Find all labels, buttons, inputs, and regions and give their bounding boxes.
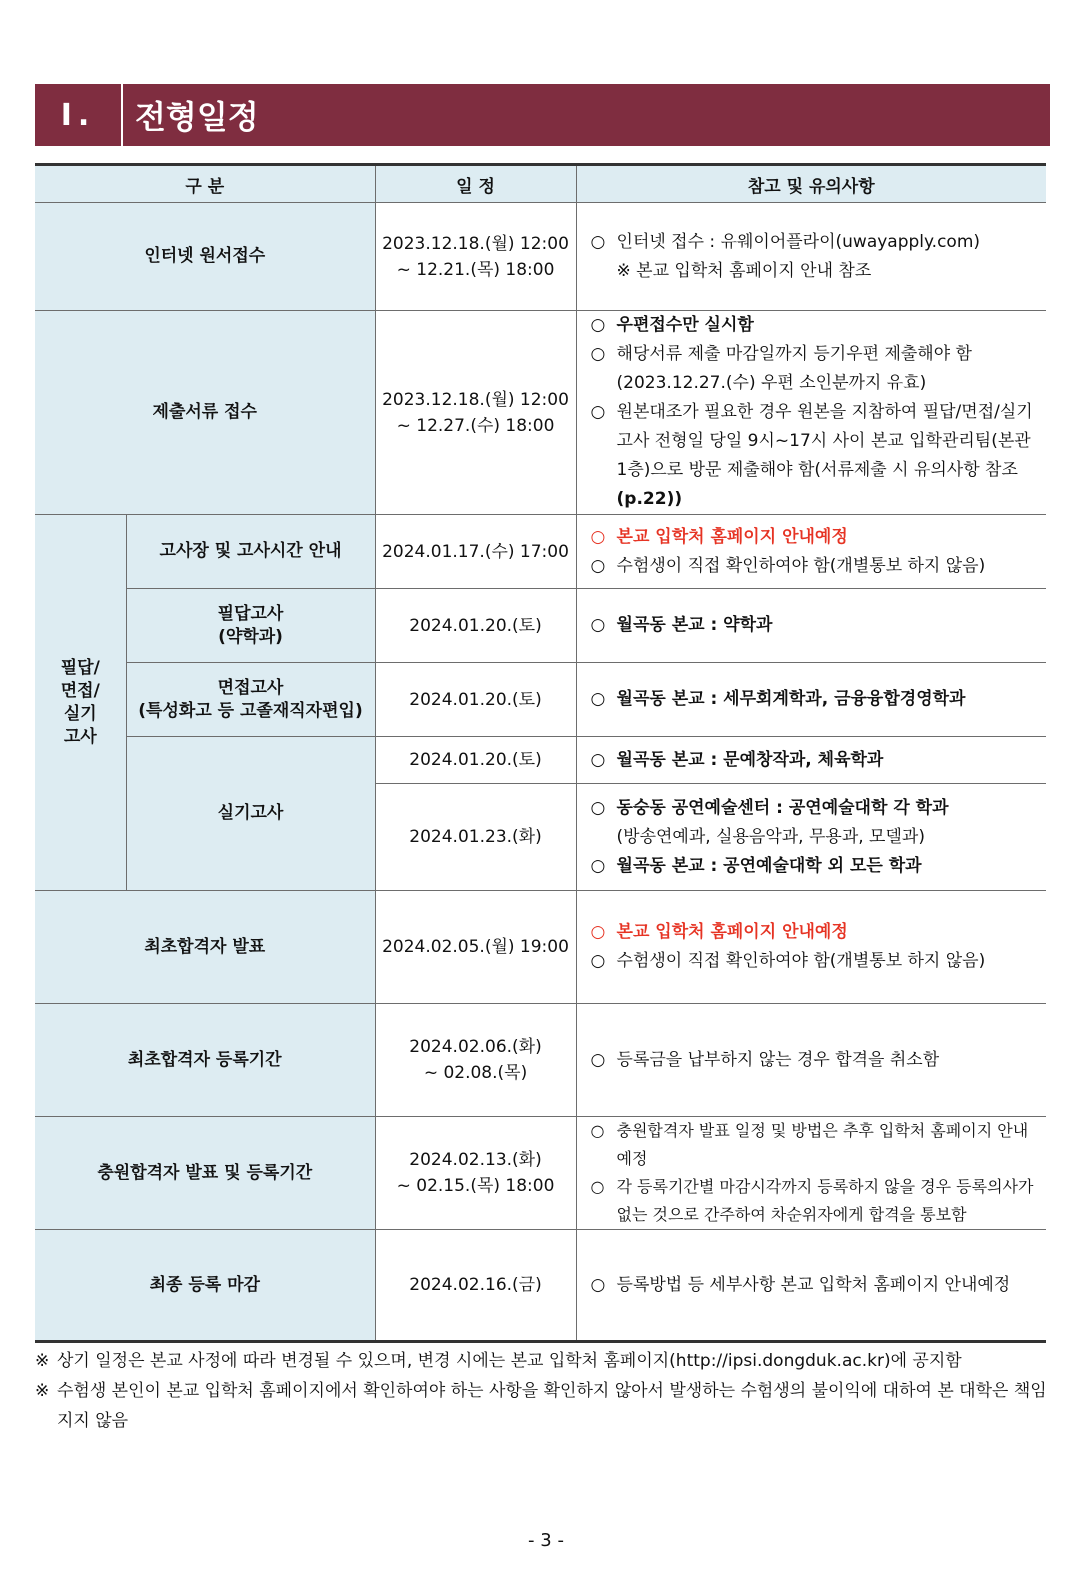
row-notes [576,1117,1046,1230]
note-item: ○ 월곡동 본교 : 문예창작과, 체육학과 [590,749,884,770]
note-item: ○ 우편접수만 실시함 [590,315,754,335]
note-item: 1층)으로 방문 제출해야 함(서류제출 시 유의사항 참조 [616,460,1018,480]
note-item: (2023.12.27.(수) 우편 소인분까지 유효) [616,373,927,393]
row-notes [576,784,1046,891]
row-date: 2024.01.20.(토) [375,663,576,737]
note-item: 없는 것으로 간주하여 차순위자에게 합격을 통보함 [616,1205,967,1224]
note-item: (방송연예과, 실용음악과, 무용과, 모델과) [616,826,925,847]
row-notes [576,1004,1046,1117]
row-notes [576,663,1046,737]
row-date: 2024.01.23.(화) [375,784,576,891]
note-item: ○ 등록방법 등 세부사항 본교 입학처 홈페이지 안내예정 [590,1274,1011,1295]
section-number: Ⅰ. [60,97,96,133]
note-item: ○ 등록금을 납부하지 않는 경우 합격을 취소함 [590,1049,940,1070]
row-category: 제출서류 접수 [35,311,375,515]
row-category: 면접고사 (특성화고 등 고졸재직자편입) [126,663,375,737]
row-category: 인터넷 원서접수 [35,203,375,311]
note-item: ○ 수험생이 직접 확인하여야 함(개별통보 하지 않음) [590,951,986,971]
row-notes [576,203,1046,311]
header-notes: 참고 및 유의사항 [576,165,1046,203]
table-header-row [35,165,1046,203]
row-notes [576,589,1046,663]
row-notes [576,891,1046,1004]
row-date: 2024.01.17.(수) 17:00 [375,515,576,589]
note-item: ○ 본교 입학처 홈페이지 안내예정 [590,922,848,942]
header-schedule: 일 정 [375,165,576,203]
note-item: 예정 [616,1149,648,1168]
note-item: ○ 원본대조가 필요한 경우 원본을 지참하여 필답/면접/실기 [590,402,1033,422]
header-category: 구 분 [35,165,375,203]
row-category: 충원합격자 발표 및 등록기간 [35,1117,375,1230]
row-date: 2024.02.06.(화) ~ 02.08.(목) [375,1004,576,1117]
row-category: 실기고사 [126,737,375,891]
schedule-table [35,163,1046,1343]
note-item: ○ 인터넷 접수 : 유웨이어플라이(uwayapply.com) [590,231,981,252]
row-category: 필답고사 (약학과) [126,589,375,663]
note-item: ○ 월곡동 본교 : 약학과 [590,615,773,635]
row-category: 고사장 및 고사시간 안내 [126,515,375,589]
note-item: ○ 월곡동 본교 : 세무회계학과, 금융융합경영학과 [590,689,966,709]
row-category: 최종 등록 마감 [35,1230,375,1342]
table-row [35,1004,1046,1117]
table-row [35,1117,1046,1230]
note-item: ○ 수험생이 직접 확인하여야 함(개별통보 하지 않음) [590,555,986,576]
table-row [35,515,1046,589]
row-category: 최초합격자 등록기간 [35,1004,375,1117]
table-row [35,311,1046,515]
table-row [35,663,1046,737]
row-notes [576,737,1046,784]
row-date: 2024.02.16.(금) [375,1230,576,1342]
note-item: ○ 본교 입학처 홈페이지 안내예정 [590,526,848,547]
row-notes [576,1230,1046,1342]
table-row [35,1230,1046,1342]
section-title: 전형일정 [135,98,259,136]
table-row [35,737,1046,784]
row-date: 2023.12.18.(월) 12:00 ~ 12.27.(수) 18:00 [375,311,576,515]
page-number: - 3 - [528,1530,564,1551]
row-notes [576,515,1046,589]
note-item: (p.22)) [616,489,683,509]
row-date: 2024.01.20.(토) [375,737,576,784]
row-date: 2024.01.20.(토) [375,589,576,663]
row-category: 최초합격자 발표 [35,891,375,1004]
exam-group-label: 필답/ 면접/ 실기 고사 [35,515,126,891]
note-item: ○ 충원합격자 발표 일정 및 방법은 추후 입학처 홈페이지 안내 [590,1121,1029,1140]
note-item: ○ 각 등록기간별 마감시각까지 등록하지 않을 경우 등록의사가 [590,1177,1034,1196]
row-date: 2023.12.18.(월) 12:00 ~ 12.21.(목) 18:00 [375,203,576,311]
note-item: ※ 본교 입학처 홈페이지 안내 참조 [616,260,872,281]
row-date: 2024.02.13.(화) ~ 02.15.(목) 18:00 [375,1117,576,1230]
row-date: 2024.02.05.(월) 19:00 [375,891,576,1004]
footnotes [35,1346,1050,1436]
note-item: ○ 월곡동 본교 : 공연예술대학 외 모든 학과 [590,855,922,876]
note-item: 고사 전형일 당일 9시~17시 사이 본교 입학관리팀(본관 [616,431,1031,451]
note-item: ○ 해당서류 제출 마감일까지 등기우편 제출해야 함 [590,344,972,364]
footnote: ※ 상기 일정은 본교 사정에 따라 변경될 수 있으며, 변경 시에는 본교 입학처 홈페이지(http://ipsi.dongduk.ac.kr)에 공지함 [35,1351,962,1371]
footnote: ※ 수험생 본인이 본교 입학처 홈페이지에서 확인하여야 하는 사항을 확인하지 않아서 발생하는 수험생의 불이익에 대하여 본 대학은 책임지지 않음 [35,1381,1047,1431]
table-row [35,589,1046,663]
note-item: ○ 동숭동 공연예술센터 : 공연예술대학 각 학과 [590,797,949,818]
row-notes [576,311,1046,515]
table-row [35,203,1046,311]
table-row [35,891,1046,1004]
section-header [35,84,1050,146]
